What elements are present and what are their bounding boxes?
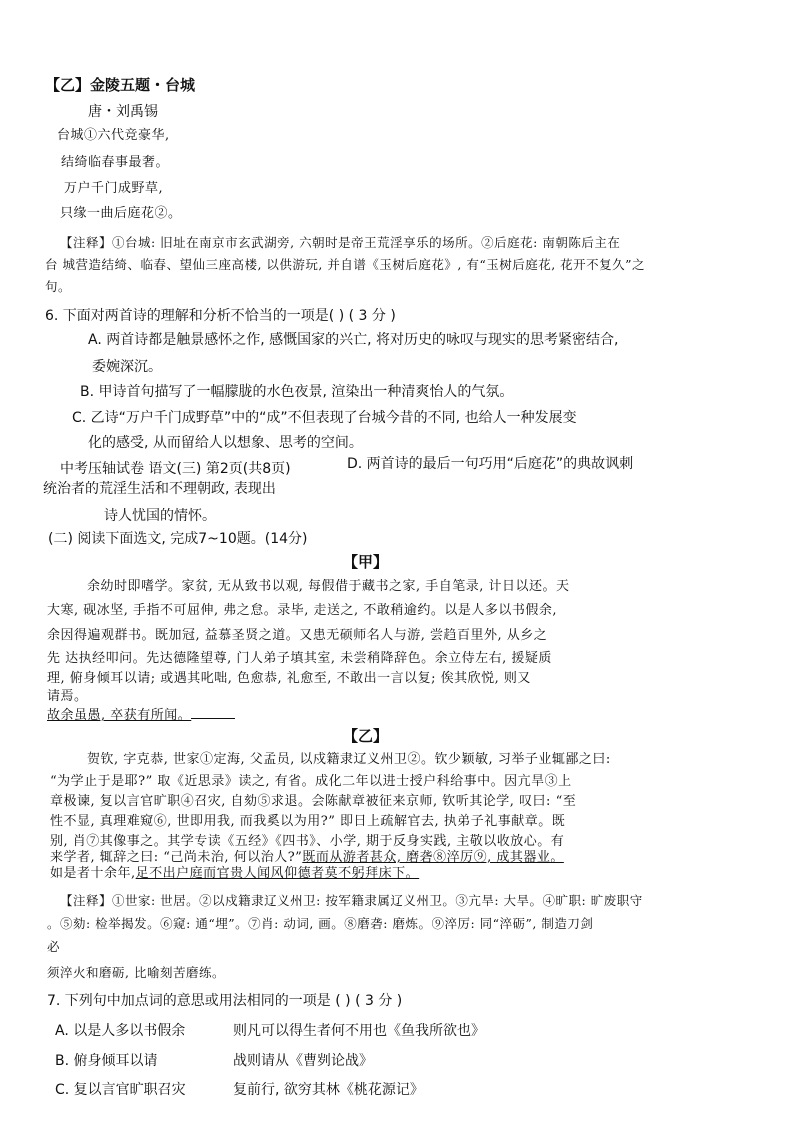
passage-note: 须淬火和磨砺, 比喻刻苦磨练。 [47, 965, 225, 980]
option-label: C. 复以言官旷职召灾 [55, 1082, 186, 1098]
passage-line: 先 达执经叩问。先达德隆望尊, 门人弟子填其室, 未尝稍降辞色。余立侍左右, 援疑质 [47, 651, 552, 666]
option-pair: 复前行, 欲穷其林《桃花源记》 [233, 1082, 424, 1098]
poem-note: 句。 [45, 279, 72, 294]
poem-line: 只缘一曲后庭花②。 [60, 206, 182, 221]
passage-text: 来学者, 辄辞之曰: “己尚未治, 何以治人?” [50, 850, 303, 865]
passage-line: 理, 俯身倾耳以请; 或遇其叱咄, 色愈恭, 礼愈至, 不敢出一言以复; 俟其欣悦, 则又 [47, 671, 531, 686]
underlined-sentence: 故余虽愚, 卒获有所闻。 [47, 708, 192, 723]
option-a: A. 两首诗都是触景感怀之作, 感慨国家的兴亡, 将对历史的咏叹与现实的思考紧密结合, [88, 332, 619, 348]
passage-line: 余幼时即嗜学。家贫, 无从致书以观, 每假借于藏书之家, 手自笔录, 计日以还。天 [87, 579, 570, 594]
option-d-cont: 诗人忧国的情怀。 [104, 508, 216, 524]
poem-line: 台城①六代竞豪华, [57, 128, 170, 143]
question-stem: 7. 下列句中加点词的意思或用法相同的一项是 ( ) ( 3 分 ) [47, 993, 403, 1009]
option-pair: 则凡可以得生者何不用也《鱼我所欲也》 [233, 1023, 485, 1039]
poem-line: 万户千门成野草, [64, 181, 164, 196]
option-c-cont: 化的感受, 从而留给人以想象、思考的空间。 [88, 435, 363, 451]
passage-yi-label: 【乙】 [343, 727, 389, 745]
poem-note: 台 城营造结绮、临春、望仙三座高楼, 以供游玩, 并自谱《玉树后庭花》, 有“玉树后庭花, 花开不复久”之 [45, 257, 646, 272]
passage-line: 别, 肖⑦其像事之。其学专读《五经》《四书》、小学, 期于反身实践, 主敬以收放心。有 [50, 834, 565, 849]
poem-note: 【注释】①台城: 旧址在南京市玄武湖旁, 六朝时是帝王荒淫享乐的场所。②后庭花: 南朝陈后主在 [60, 235, 621, 250]
option-a-cont: 委婉深沉。 [92, 359, 162, 375]
passage-note: 。⑤劾: 检举揭发。⑥窥: 通“埋”。⑦肖: 动词, 画。⑧磨砻: 磨炼。⑨淬厉: 同“淬砺”, 制造刀剑 [47, 916, 594, 931]
question-stem: 6. 下面对两首诗的理解和分析不恰当的一项是( ) ( 3 分 ) [45, 308, 396, 324]
poem-title: 【乙】金陵五题・台城 [45, 76, 196, 94]
poem-author: 唐・刘禹锡 [88, 104, 158, 120]
passage-line: 余因得遍观群书。既加冠, 益慕圣贤之道。又患无硕师名人与游, 尝趋百里外, 从乡之 [47, 628, 548, 643]
option-c: C. 乙诗“万户千门成野草”中的“成”不但表现了台城今昔的不同, 也给人一种发展变 [72, 410, 577, 426]
passage-line [50, 865, 419, 883]
passage-line: 性不显, 真理难窥⑥, 世即用我, 而我奚以为用?” 即日上疏解官去, 执弟子礼事献章。既 [50, 814, 566, 829]
poem-line: 结绮临春事最奢。 [61, 155, 170, 170]
passage-note: 【注释】①世家: 世居。②以戍籍隶辽义州卫: 按军籍隶属辽义州卫。③亢旱: 大旱。④旷职: 旷废职守 [60, 893, 643, 908]
passage-text: 如是者十余年, [50, 866, 136, 881]
passage-line: “为学止于是耶?” 取《近思录》读之, 有省。成化二年以进士授户科给事中。因亢旱③上 [50, 774, 572, 789]
passage-line: 请焉。 [47, 689, 88, 704]
option-label: A. 以是人多以书假余 [55, 1023, 186, 1039]
passage-line: 大寒, 砚冰坚, 手指不可屈伸, 弗之怠。录毕, 走送之, 不敢稍逾约。以是人多以书假余, [47, 603, 557, 618]
passage-line: 贺钦, 字克恭, 世家①定海, 父孟员, 以戍籍隶辽义州卫②。钦少颖敏, 习举子业辄鄙之曰: [87, 752, 611, 767]
section-heading: (二) 阅读下面选文, 完成7~10题。(14分) [48, 531, 308, 547]
option-d: D. 两首诗的最后一句巧用“后庭花”的典故讽刺 [347, 456, 634, 472]
passage-jia-label: 【甲】 [343, 553, 389, 571]
passage-line-underlined [47, 706, 235, 725]
underlined-sentence: 足不出户庭而官贵人闻风仰德者莫不躬拜床下。 [135, 866, 420, 881]
option-b: B. 甲诗首句描写了一幅朦胧的水色夜景, 渲染出一种清爽怡人的气氛。 [80, 384, 514, 400]
underlined-sentence: 既而从游者甚众, 磨砻⑧淬厉⑨, 成其器业。 [302, 850, 564, 865]
passage-line: 章极谏, 复以言官旷职④召灾, 自劾⑤求退。会陈献章被征来京师, 钦听其论学, 叹曰: “至 [50, 794, 577, 809]
page-footer: 中考压轴试卷 语文(三) 第2页(共8页) [60, 461, 291, 477]
option-pair: 战则请从《曹刿论战》 [233, 1053, 373, 1069]
option-d-cont: 统治者的荒淫生活和不理朝政, 表现出 [43, 481, 276, 497]
passage-note: 必 [47, 939, 61, 954]
option-label: B. 俯身倾耳以请 [55, 1053, 158, 1069]
